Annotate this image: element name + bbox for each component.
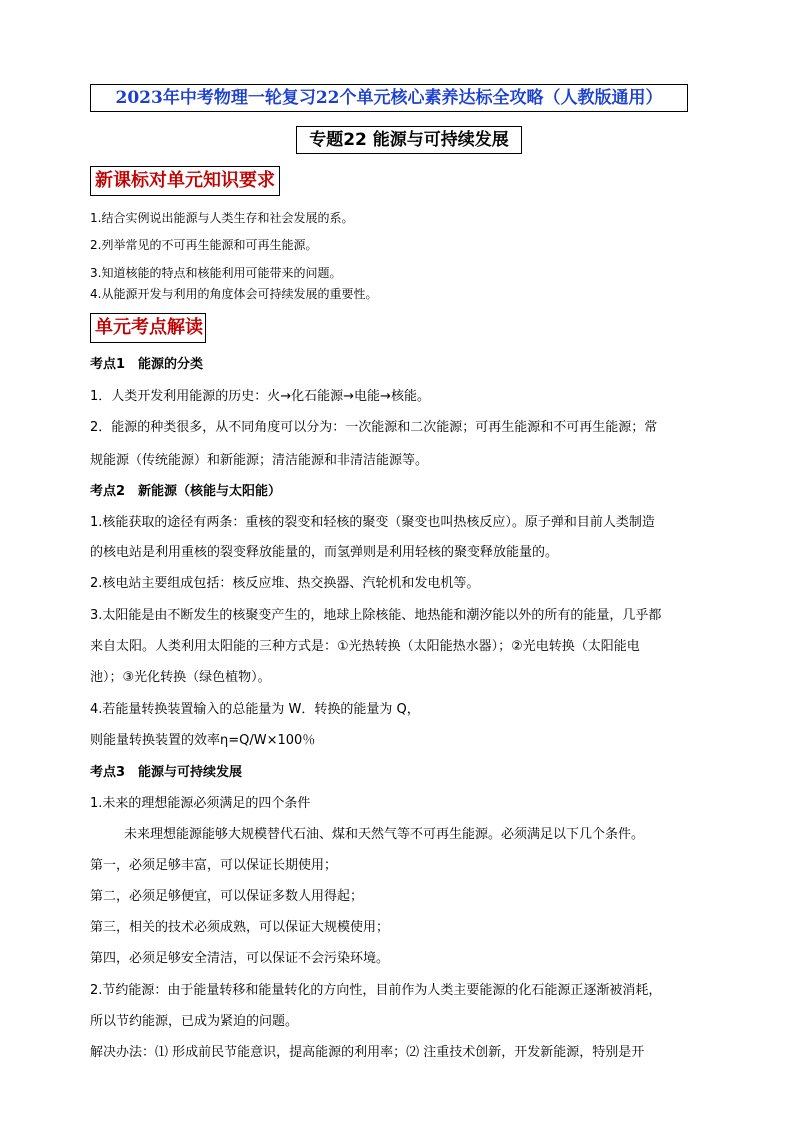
paragraph-line: 4.若能量转换装置输入的总能量为 W．转换的能量为 Q， [90, 702, 420, 717]
paragraph-line: 未来理想能源能够大规模替代石油、煤和天然气等不可再生能源。必须满足以下几个条件。 [124, 827, 645, 842]
requirement-item: 3.知道核能的特点和核能利用可能带来的问题。 [90, 266, 342, 280]
paragraph-line: 1.未来的理想能源必须满足的四个条件 [90, 796, 311, 811]
paragraph-line: 池）；③光化转换（绿色植物）。 [90, 670, 271, 685]
paragraph-line: 第三，相关的技术必须成熟，可以保证大规模使用； [90, 920, 390, 935]
paragraph-line: 所以节约能源，已成为紧迫的问题。 [90, 1014, 299, 1029]
requirement-item: 2.列举常见的不可再生能源和可再生能源。 [90, 238, 318, 252]
paragraph-line: 1．人类开发利用能源的历史：火→化石能源→电能→核能。 [90, 389, 430, 404]
requirement-item: 1.结合实例说出能源与人类生存和社会发展的系。 [90, 211, 354, 225]
paragraph-line: 2.核电站主要组成包括：核反应堆、热交换器、汽轮机和发电机等。 [90, 576, 480, 591]
paragraph-line: 2．能源的种类很多，从不同角度可以分为：一次能源和二次能源；可再生能源和不可再生能源；常 [90, 420, 658, 435]
paragraph-line: 第一，必须足够丰富，可以保证长期使用； [90, 858, 338, 873]
section-heading-key-points: 单元考点解读 [90, 313, 206, 343]
paragraph-line: 3.太阳能是由不断发生的核聚变产生的，地球上除核能、地热能和潮汐能以外的所有的能量，几乎都 [90, 608, 662, 623]
paragraph-line: 第二，必须足够便宜，可以保证多数人用得起； [90, 889, 364, 904]
paragraph-line: 第四，必须足够安全清洁，可以保证不会污染环境。 [90, 951, 390, 966]
paragraph-line: 则能量转换装置的效率η=Q/W×100％ [90, 733, 316, 748]
key-point-title: 考点1 能源的分类 [90, 357, 204, 372]
section-heading-requirements: 新课标对单元知识要求 [90, 166, 280, 196]
paragraph-line: 来自太阳。人类利用太阳能的三种方式是：①光热转换（太阳能热水器）；②光电转换（太阳能电 [90, 639, 640, 654]
paragraph-line: 的核电站是利用重核的裂变释放能量的，而氢弹则是利用轻核的聚变释放能量的。 [90, 545, 559, 560]
paragraph-line: 规能源（传统能源）和新能源；清洁能源和非清洁能源等。 [90, 453, 429, 468]
requirement-item: 4.从能源开发与利用的角度体会可持续发展的重要性。 [90, 287, 378, 301]
paragraph-line: 1.核能获取的途径有两条：重核的裂变和轻核的聚变（聚变也叫热核反应）。原子弹和目前人类制造 [90, 515, 655, 530]
document-title: 2023年中考物理一轮复习22个单元核心素养达标全攻略（人教版通用） [90, 84, 688, 112]
document-subtitle: 专题22 能源与可持续发展 [296, 126, 522, 154]
key-point-title: 考点3 能源与可持续发展 [90, 765, 243, 780]
paragraph-line: 2.节约能源：由于能量转移和能量转化的方向性，目前作为人类主要能源的化石能源正逐渐被消耗， [90, 983, 662, 998]
key-point-title: 考点2 新能源（核能与太阳能） [90, 484, 282, 499]
paragraph-line: 解决办法：⑴ 形成前民节能意识，提高能源的利用率；⑵ 注重技术创新，开发新能源，特别是开 [90, 1045, 645, 1060]
